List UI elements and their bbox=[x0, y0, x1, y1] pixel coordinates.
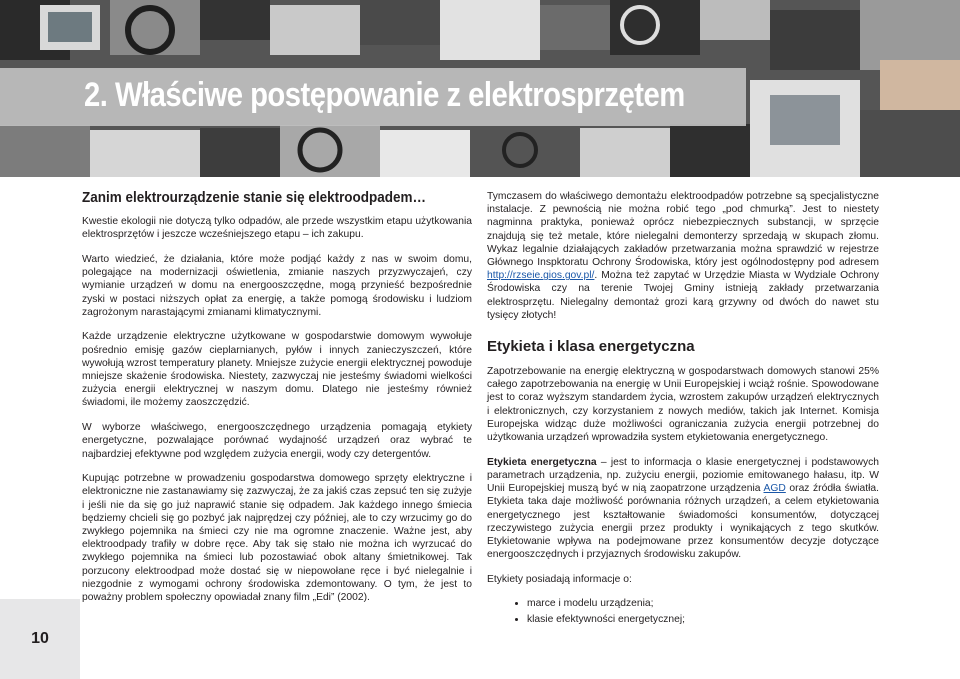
paragraph: Etykiety posiadają informacje o: bbox=[487, 573, 632, 585]
registry-link[interactable]: http://rzseie.gios.gov.pl/ bbox=[487, 270, 595, 282]
paragraph-text: Tymczasem do właściwego demontażu elektroodpadów potrzebne są specjalistyczne instalacje. Z pewnością nie można robić tego „pod chmurką”. Jest to niestety nagminna praktyka, ponieważ oprócz niebezpiecznych substancji, w sprzęcie znajdują się też metale, które nielegalni demonterzy sprzedają w skupach złomu. Wykaz legalnie działających zakładów przetwarzania można sprawdzić w rejestrze Głównego Inspktoratu Ochrony Środowiska, który jest ogólnodostępny pod adresem bbox=[487, 191, 879, 269]
paragraph: W wyborze właściwego, energooszczędnego urządzenia pomagają etykiety energetyczne, pozwalające porównać wydajność urządzeń oraz wybrać te najbardziej efektywne pod względem zużycia energii, wody czy detergentów. bbox=[82, 422, 472, 460]
paragraph-text: oraz źródła światła. Etykieta taka daje możliwość porównania różnych urządzeń, a celem etykietowania energetycznego jest kształtowanie świadomości konsumentów, dotyczącej rzeczywistego zużycia energii przez produkty i wynikających z tego skutków. Etykietowanie wpływa na podejmowane przez konsumentów decyzje dotyczące energooszczędnych i przyjaznych środowisku zakupów. bbox=[487, 483, 879, 561]
paragraph: Kupując potrzebne w prowadzeniu gospodarstwa domowego sprzęty elektryczne i elektroniczne nie zastanawiamy się zazwyczaj, że za jakiś czas zepsuć ten się zużyje i jeśli nie da się go już naprawić stanie się odpadem. Jak każdego innego śmiecia będziemy chcieli się go pozbyć jak najprędzej czy później, ale to czy wrzucimy go do zwykłego pojemnika na śmieci czy nie ma ogromne znaczenie. Ważne jest, aby elektroodpady trafiły w dobre ręce. Aby tak się stało nie można ich wyrzucać do zwykłego pojemnika na śmieci lub pozostawiać obok altany śmietnikowej. Tak porzucony elektroodpad może dostać się w niepowołane ręce i być nielegalnie i niezgodnie z wymogami ochrony środowiska zdemontowany. O tym, że jest to poważny problem społeczny opowiadał znany film „Edi” (2002). bbox=[82, 473, 472, 604]
paragraph bbox=[487, 456, 879, 562]
paragraph bbox=[487, 190, 879, 322]
paragraph: Warto wiedzieć, że działania, które może podjąć każdy z nas w swoim domu, polegające na modernizacji oświetlenia, zmianie naszych przyzwyczajeń, czy wymianie urządzeń w domu na energooszczędne, mogą przynieść bezpośrednie zyski w postaci niższych opłat za energię, a także pomogą środowisku i ludziom zagrożonym narastającymi zmianami klimatycznymi. bbox=[82, 253, 472, 318]
paragraph-text: – jest to informacja o klasie energetycznej i podstawowych parametrach urządzenia, np. zużyciu energii, poziomie emitowanego hałasu, itp. W Unii Europejskiej muszą być w nią zaopatrzone urządzenia bbox=[487, 456, 879, 495]
bullet-list bbox=[487, 596, 879, 628]
term-energy-label: Etykieta energetyczna bbox=[487, 456, 597, 468]
paragraph-text: . Można też zapytać w Urzędzie Miasta w Wydziale Ochrony Środowiska czy na terenie Twojej Gminy istnieją zakłady przetwarzania elektrosprzętu. Nielegalny demontaż grozi karą grzywny od dwóch do nawet stu tysięcy złotych! bbox=[487, 270, 879, 321]
list-item: • klasie efektywności energetycznej; bbox=[527, 612, 879, 628]
list-item: • marce i modelu urządzenia; bbox=[527, 596, 879, 612]
section-heading-left: Zanim elektrourządzenie stanie się elektroodpadem… bbox=[82, 190, 426, 206]
right-column bbox=[487, 190, 879, 628]
paragraph: Każde urządzenie elektryczne użytkowane w gospodarstwie domowym wywołuje pośrednio emisję gazów cieplarnianych, pyłów i innych zanieczyszczeń, które wywołują wzrost temperatury planety. Mniejsze zużycie energii elektrycznej powoduje mniejsze skażenie środowiska. Niestety, zazwyczaj nie jesteśmy świadomi wielkości zużycia energii elektrycznej w naszym domu. Dlatego nie jesteśmy również świadomi, ile możemy zaoszczędzić. bbox=[82, 331, 472, 409]
page-number: 10 bbox=[31, 630, 49, 647]
paragraph: Kwestie ekologii nie dotyczą tylko odpadów, ale przede wszystkim etapu użytkowania elektrosprzętów i jeszcze wcześniejszego etapu – ich zakupu. bbox=[82, 216, 472, 241]
left-column bbox=[82, 190, 472, 604]
page-title: 2. Właściwe postępowanie z elektrosprzętem bbox=[84, 76, 685, 114]
agd-link[interactable]: AGD bbox=[763, 483, 786, 495]
paragraph: Zapotrzebowanie na energię elektryczną w gospodarstwach domowych stanowi 25% całego zapotrzebowania na energię w Unii Europejskiej i wciąż rośnie. Spowodowane jest to coraz wyższym standardem życia, wzrostem zakupów urządzeń elektrycznych i elektronicznych, czy korzystaniem z nowych mediów, takich jak Internet. Komisja Europejska widząc duże możliwości ograniczania zużycia energii potrzebnej do użytkowania urządzeń wprowadziła system etykietowania energetycznego. bbox=[487, 366, 879, 444]
section-heading-energy-label: Etykieta i klasa energetyczna bbox=[487, 338, 695, 356]
